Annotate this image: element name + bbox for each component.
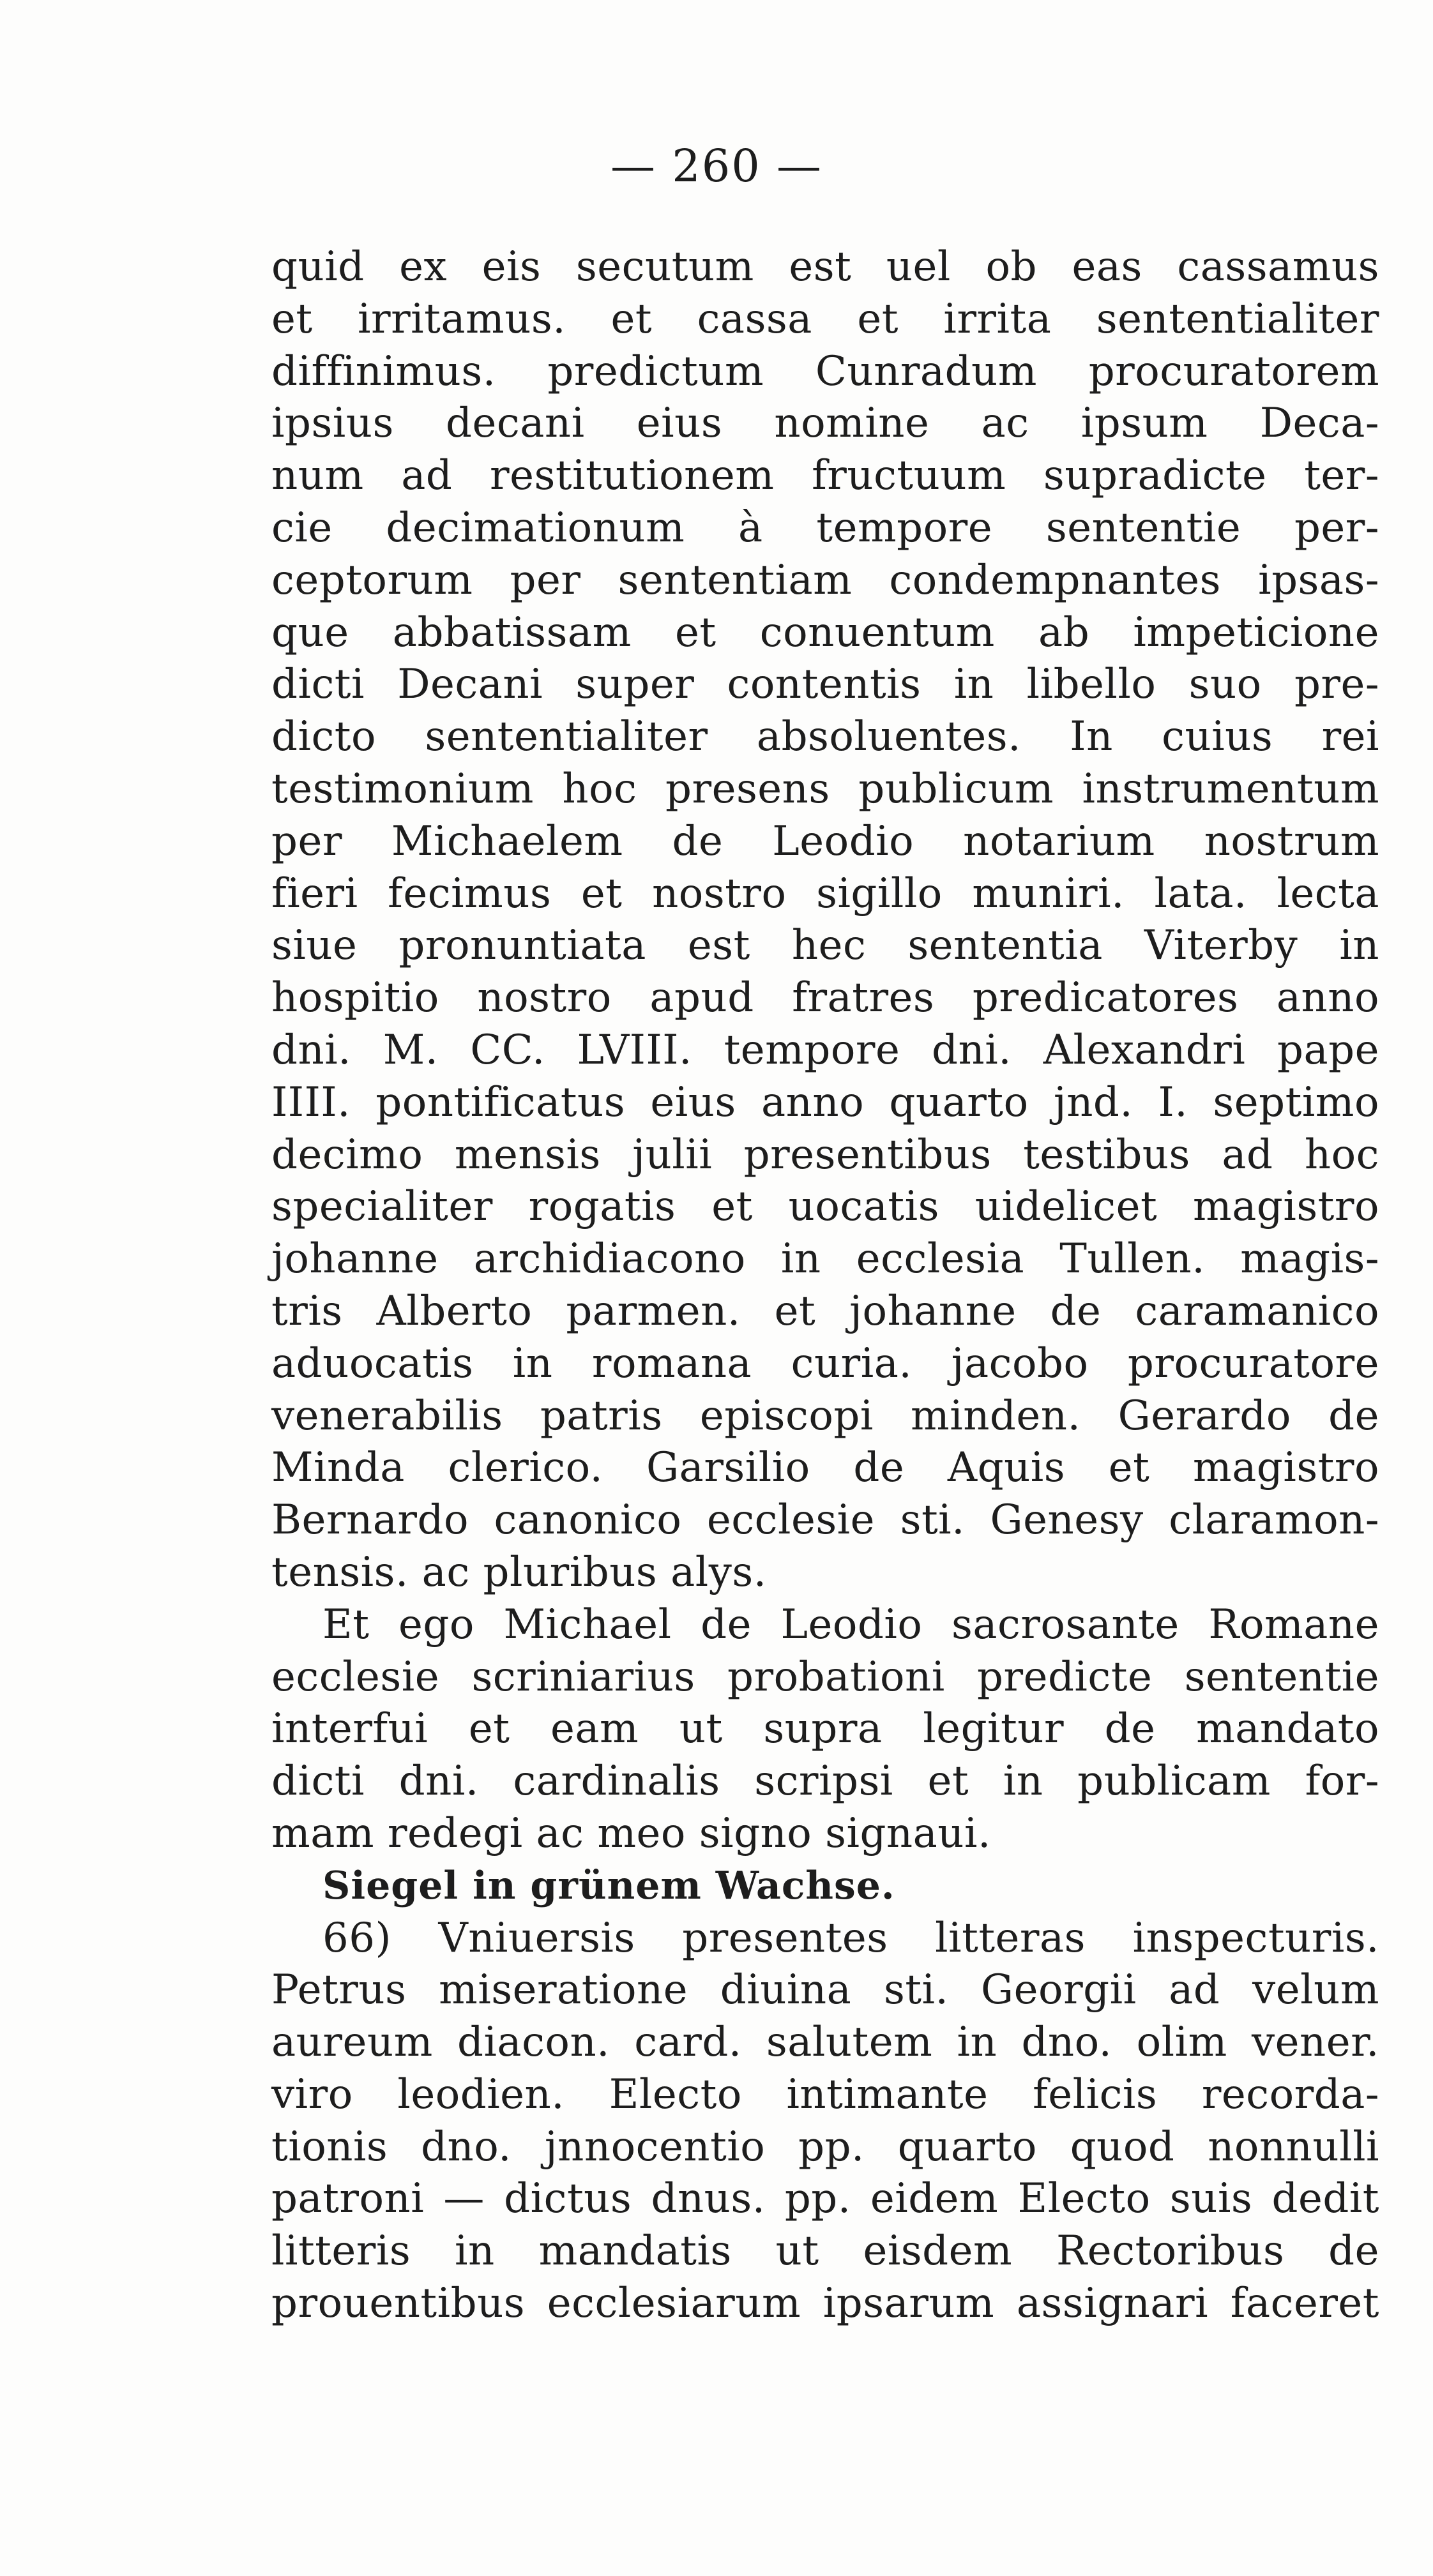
- text-line: dicti Decani super contentis in libello suo pre-: [271, 661, 1379, 709]
- text-line: ceptorum per sententiam condempnantes ipsas-: [271, 556, 1379, 604]
- text-line: tensis. ac pluribus alys.: [271, 1548, 767, 1596]
- text-line: fieri fecimus et nostro sigillo muniri. lata. lecta: [271, 870, 1379, 917]
- body-text: [271, 241, 1379, 2330]
- text-line: dicto sententialiter absoluentes. In cuius rei: [271, 713, 1379, 761]
- text-line: Petrus miseratione diuina sti. Georgii ad velum: [271, 1966, 1379, 2014]
- text-line: patroni — dictus dnus. pp. eidem Electo suis dedit: [271, 2175, 1379, 2223]
- text-line: hospitio nostro apud fratres predicatores anno: [271, 974, 1379, 1022]
- text-line: 66) Vniuersis presentes litteras inspecturis.: [322, 1914, 1379, 1962]
- text-line: prouentibus ecclesiarum ipsarum assignari faceret: [271, 2280, 1379, 2328]
- text-line: IIII. pontificatus eius anno quarto jnd. I. septimo: [271, 1078, 1379, 1126]
- text-line: dni. M. CC. LVIII. tempore dni. Alexandri pape: [271, 1026, 1379, 1074]
- text-line: aduocatis in romana curia. jacobo procuratore: [271, 1339, 1379, 1387]
- text-line: Et ego Michael de Leodio sacrosante Romane: [322, 1601, 1379, 1648]
- text-line: ecclesie scriniarius probationi predicte sententie: [271, 1653, 1379, 1701]
- text-line: cie decimationum à tempore sententie per-: [271, 504, 1379, 552]
- text-line: diffinimus. predictum Cunradum procuratorem: [271, 347, 1379, 395]
- text-line: quid ex eis secutum est uel ob eas cassamus: [271, 243, 1379, 290]
- text-line: interfui et eam ut supra legitur de mandato: [271, 1705, 1379, 1753]
- text-line: siue pronuntiata est hec sententia Viterby in: [271, 922, 1379, 970]
- text-line: Bernardo canonico ecclesie sti. Genesy claramon-: [271, 1496, 1379, 1544]
- text-line: tionis dno. jnnocentio pp. quarto quod nonnulli: [271, 2123, 1379, 2171]
- text-line: Minda clerico. Garsilio de Aquis et magistro: [271, 1444, 1379, 1492]
- text-line: litteris in mandatis ut eisdem Rectoribus de: [271, 2227, 1379, 2275]
- text-line: johanne archidiacono in ecclesia Tullen. magis-: [271, 1235, 1379, 1283]
- page-number: — 260 —: [610, 140, 823, 192]
- text-line: num ad restitutionem fructuum supradicte ter-: [271, 452, 1379, 500]
- text-line: testimonium hoc presens publicum instrumentum: [271, 765, 1379, 813]
- text-line: que abbatissam et conuentum ab impeticione: [271, 608, 1379, 656]
- section-note: Siegel in grünem Wachse.: [322, 1863, 895, 1908]
- text-line: viro leodien. Electo intimante felicis recorda-: [271, 2070, 1379, 2118]
- text-line: decimo mensis julii presentibus testibus ad hoc: [271, 1131, 1379, 1179]
- text-line: dicti dni. cardinalis scripsi et in publicam for-: [271, 1758, 1379, 1805]
- text-line: specialiter rogatis et uocatis uidelicet magistro: [271, 1183, 1379, 1231]
- text-line: et irritamus. et cassa et irrita sententialiter: [271, 295, 1379, 343]
- text-line: tris Alberto parmen. et johanne de caramanico: [271, 1287, 1379, 1335]
- text-line: aureum diacon. card. salutem in dno. olim vener.: [271, 2019, 1379, 2067]
- text-line: ipsius decani eius nomine ac ipsum Deca-: [271, 400, 1379, 448]
- text-line: per Michaelem de Leodio notarium nostrum: [271, 817, 1379, 865]
- text-line: venerabilis patris episcopi minden. Gerardo de: [271, 1392, 1379, 1440]
- text-line: mam redegi ac meo signo signaui.: [271, 1809, 991, 1857]
